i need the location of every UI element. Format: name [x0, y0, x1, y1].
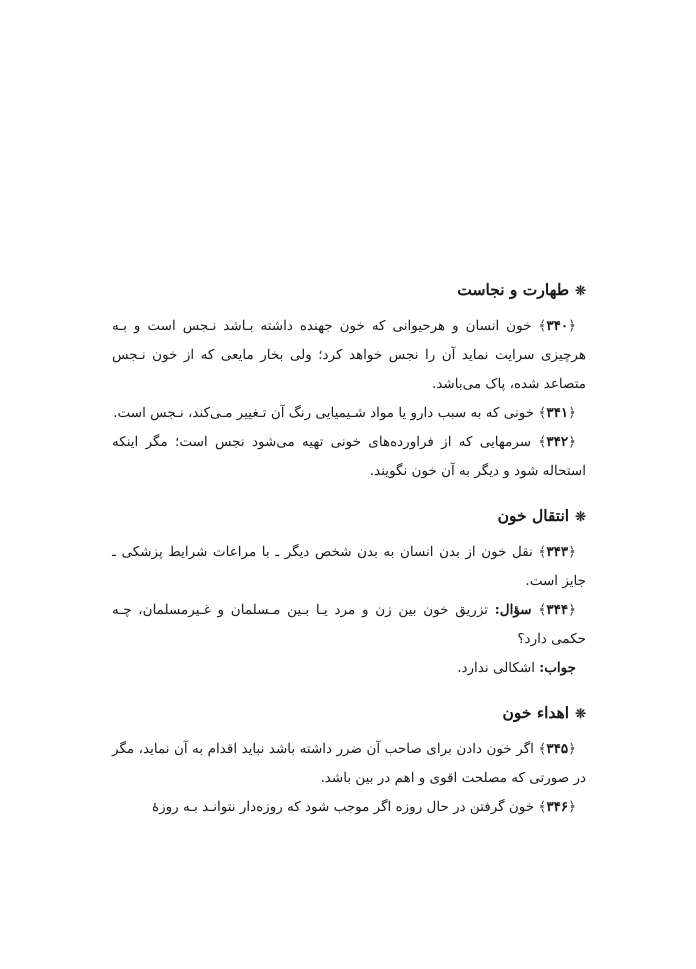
open-bracket: ﴿ [568, 434, 576, 450]
section-title: اهداء خون [502, 703, 570, 722]
ruling-paragraph [112, 428, 586, 486]
section-title: طهارت و نجاست [457, 280, 570, 299]
close-bracket: ﴾ [538, 602, 547, 618]
ruling-text: خونی که به سبب دارو یا مواد شـیمیایی رنگ آن تـغییر مـی‌کند، نـجس است. [113, 405, 539, 421]
section-title: انتقال خون [497, 506, 570, 525]
question-text: تزریق خون بین زن و مرد یـا بـین مـسلمان و غـیرمسلمان، چـه حکمی دارد؟ [112, 602, 586, 647]
ruling-paragraph [112, 538, 586, 596]
ruling-paragraph [112, 793, 586, 822]
open-bracket: ﴿ [568, 318, 576, 334]
open-bracket: ﴿ [568, 544, 576, 560]
open-bracket: ﴿ [568, 799, 576, 815]
section-blood-transfusion [112, 502, 586, 683]
ruling-number: ۳۴۰ [546, 318, 569, 334]
ruling-text: خون انسان و هرحیوانی که خون جهنده داشته بـاشد نـجس است و بـه هرچیزی سرایت نماید آن را نجس خواهد کرد؛ ولی بخار مایعی که از خون نـجس متصاعد شده، پاک می‌باشد. [112, 318, 586, 392]
close-bracket: ﴾ [538, 544, 547, 560]
ruling-paragraph [112, 312, 586, 399]
section-heading [112, 276, 586, 306]
ruling-number: ۳۴۳ [546, 544, 569, 560]
page-content [112, 276, 586, 822]
ruling-number: ۳۴۶ [546, 799, 569, 815]
close-bracket: ﴾ [538, 799, 547, 815]
asterisk-icon: ❊ [575, 284, 586, 299]
open-bracket: ﴿ [568, 602, 576, 618]
section-heading [112, 502, 586, 532]
section-purity [112, 276, 586, 486]
ruling-text: خون گرفتن در حال روزه اگر موجب شود که روزه‌دار نتوانـد بـه روزهٔ [152, 799, 539, 815]
ruling-paragraph [112, 735, 586, 793]
ruling-number: ۳۴۵ [546, 741, 569, 757]
close-bracket: ﴾ [538, 434, 547, 450]
ruling-number: ۳۴۲ [546, 434, 569, 450]
ruling-text: اگر خون دادن برای صاحب آن ضرر داشته باشد نباید اقدام به آن نماید، مگر در صورتی که مصلحت اقوی و اهم در بین باشد. [112, 741, 586, 786]
close-bracket: ﴾ [538, 318, 547, 334]
ruling-text: سرمهایی که از فراورده‌های خونی تهیه می‌شود نجس است؛ مگر اینکه استحاله شود و دیگر به آن خون نگویند. [112, 434, 586, 479]
ruling-number: ۳۴۴ [546, 602, 569, 618]
open-bracket: ﴿ [568, 741, 576, 757]
ruling-number: ۳۴۱ [546, 405, 569, 421]
asterisk-icon: ❊ [575, 510, 586, 525]
asterisk-icon: ❊ [575, 707, 586, 722]
question-label: سؤال: [494, 602, 532, 618]
section-blood-donation [112, 699, 586, 822]
section-heading [112, 699, 586, 729]
answer-text: اشکالی ندارد. [457, 660, 540, 676]
ruling-paragraph [112, 399, 586, 428]
ruling-text: نقل خون از بدن انسان به بدن شخص دیگر ـ با مراعات شرایط پزشکی ـ جایز است. [112, 544, 586, 589]
open-bracket: ﴿ [568, 405, 576, 421]
close-bracket: ﴾ [538, 741, 547, 757]
answer-label: جواب: [539, 660, 576, 676]
answer-paragraph [112, 654, 586, 683]
close-bracket: ﴾ [538, 405, 547, 421]
question-paragraph [112, 596, 586, 654]
